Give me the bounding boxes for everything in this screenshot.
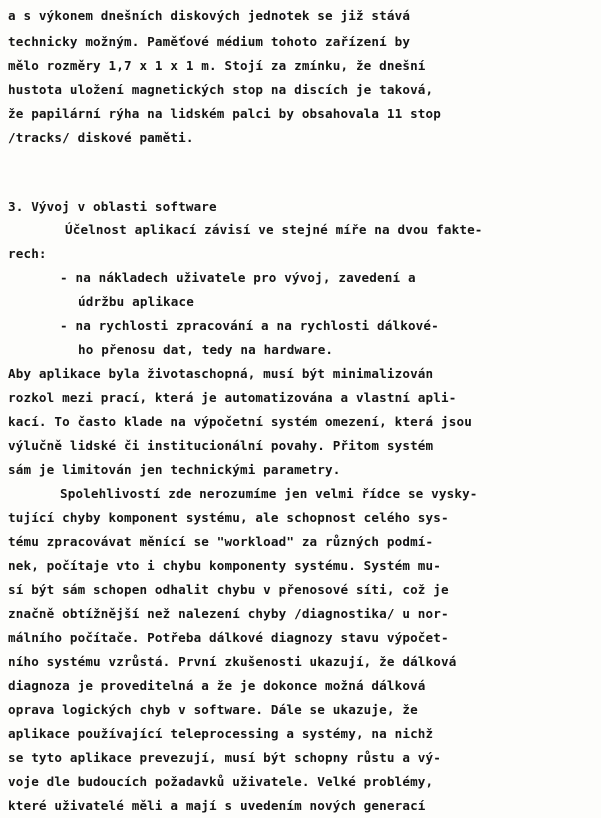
text-line: značně obtížnější než nalezení chyby /diagnostika/ u nor- (8, 606, 449, 621)
text-line: aplikace používající teleprocessing a systémy, na nichž (8, 726, 434, 741)
section-heading: 3. Vývoj v oblasti software (8, 199, 217, 214)
text-line: a s výkonem dnešních diskových jednotek se již stává (8, 8, 411, 23)
text-line: tému zpracovávat měnící se "workload" za různých podmí- (8, 534, 434, 549)
text-line: které uživatelé měli a mají s uvedením nových generací (8, 798, 426, 813)
text-line: rozkol mezi prací, která je automatizována a vlastní apli- (8, 390, 457, 405)
text-line: kací. To často klade na výpočetní systém omezení, která jsou (8, 414, 472, 429)
text-line: ního systému vzrůstá. První zkušenosti ukazují, že dálková (8, 654, 457, 669)
text-line: se tyto aplikace prevezují, musí být schopny růstu a vý- (8, 750, 441, 765)
text-line: Spolehlivostí zde nerozumíme jen velmi řídce se vysky- (60, 486, 478, 501)
text-line: diagnoza je proveditelná a že je dokonce možná dálková (8, 678, 426, 693)
text-line: sí být sám schopen odhalit chybu v přenosové síti, což je (8, 582, 449, 597)
text-line: že papilární rýha na lidském palci by obsahovala 11 stop (8, 106, 441, 121)
text-line: málního počítače. Potřeba dálkové diagnozy stavu výpočet- (8, 630, 449, 645)
list-item: - na nákladech uživatele pro vývoj, zavedení a (60, 270, 416, 285)
text-line: /tracks/ diskové paměti. (8, 130, 194, 145)
list-item: údržbu aplikace (78, 294, 194, 309)
list-item: - na rychlosti zpracování a na rychlosti dálkové- (60, 318, 439, 333)
text-line: hustota uložení magnetických stop na discích je taková, (8, 82, 434, 97)
text-line: výlučně lidské či institucionální povahy. Přitom systém (8, 438, 434, 453)
text-line: technicky možným. Paměťové médium tohoto zařízení by (8, 34, 411, 49)
text-line: oprava logických chyb v software. Dále se ukazuje, že (8, 702, 418, 717)
text-line: sám je limitován jen technickými parametry. (8, 462, 341, 477)
list-item: ho přenosu dat, tedy na hardware. (78, 342, 334, 357)
text-line: tující chyby komponent systému, ale schopnost celého sys- (8, 510, 449, 525)
text-line: rech: (8, 246, 47, 261)
text-line: Účelnost aplikací závisí ve stejné míře na dvou fakte- (65, 222, 483, 237)
text-line: voje dle budoucích požadavků uživatele. Velké problémy, (8, 774, 434, 789)
text-line: mělo rozměry 1,7 x 1 x 1 m. Stojí za zmínku, že dnešní (8, 58, 426, 73)
text-line: nek, počítaje vto i chybu komponenty systému. Systém mu- (8, 558, 441, 573)
text-line: Aby aplikace byla životaschopná, musí být minimalizován (8, 366, 434, 381)
